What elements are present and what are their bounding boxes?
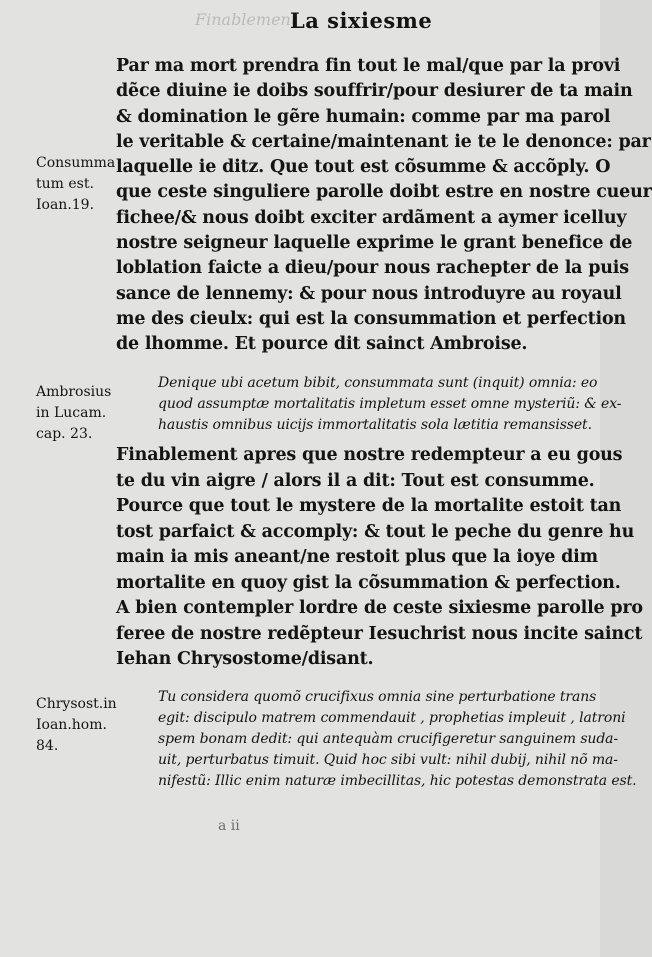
text-line: Finablement apres que nostre redempteur a eu gous [116, 445, 623, 465]
margin-note-line: cap. 23. [36, 426, 93, 442]
margin-note-line: Ioan.19. [36, 197, 95, 213]
text-line: uit, perturbatus timuit. Quid hoc sibi vult: nihil dubij, nihil nõ ma- [158, 752, 618, 768]
text-line: Pource que tout le mystere de la mortalite estoit tan [116, 496, 622, 516]
text-line: dẽce diuine ie doibs souffrir/pour desiurer de ta main [116, 81, 633, 102]
margin-note-line: Consumma [36, 155, 116, 171]
running-head: La sixiesme [290, 8, 433, 33]
margin-note-line: Chrysost.in [36, 696, 117, 712]
margin-note-line: Ambrosius [36, 384, 112, 400]
text-line: fichee/& nous doibt exciter ardãment a aymer icelluy [116, 207, 627, 228]
margin-note-chrysostom [36, 694, 116, 757]
text-line: laquelle ie ditz. Que tout est cõsumme & accõply. O [116, 157, 611, 178]
text-line: Iehan Chrysostome/disant. [116, 649, 374, 669]
margin-note-line: Ioan.hom. [36, 717, 107, 733]
text-line: Par ma mort prendra fin tout le mal/que par la provi [116, 56, 621, 76]
text-line: tost parfaict & accomply: & tout le peche du genre hu [116, 521, 635, 542]
text-line: Denique ubi acetum bibit, consummata sunt (inquit) omnia: eo [158, 375, 598, 391]
margin-note-line: 84. [36, 738, 59, 754]
text-line: nifestũ: Illic enim naturæ imbecillitas, hic potestas demonstrata est. [158, 773, 637, 789]
text-line: mortalite en quoy gist la cõsummation & perfection. [116, 572, 621, 593]
margin-note-line: tum est. [36, 176, 94, 192]
french-paragraph-1 [116, 54, 652, 358]
signature-mark: a ii [218, 818, 240, 834]
text-line: que ceste singuliere parolle doibt estre en nostre cueur [116, 182, 652, 203]
text-line: egit: discipulo matrem commendauit , prophetias impleuit , latroni [158, 710, 626, 726]
margin-note-ioan [36, 153, 116, 216]
text-line: quod assumptæ mortalitatis impletum esset omne mysteriũ: & ex- [158, 396, 622, 412]
text-line: loblation faicte a dieu/pour nous rachepter de la puis [116, 258, 629, 279]
text-line: te du vin aigre / alors il a dit: Tout est consumme. [116, 470, 595, 491]
french-paragraph-2 [116, 443, 643, 673]
text-line: Tu considera quomõ crucifixus omnia sine perturbatione trans [158, 689, 597, 705]
text-line: nostre seigneur laquelle exprime le grant benefice de [116, 233, 633, 254]
latin-quote-chrysostom [158, 687, 637, 792]
text-line: le veritable & certaine/maintenant ie te le denonce: par [116, 131, 651, 152]
text-line: haustis omnibus uicijs immortalitatis sola lætitia remansisset. [158, 417, 592, 433]
latin-quote-ambrose [158, 373, 622, 436]
text-line: feree de nostre redẽpteur Iesuchrist nous incite sainct [116, 623, 643, 644]
text-line: de lhomme. Et pource dit sainct Ambroise. [116, 334, 528, 355]
margin-note-ambrosius [36, 382, 116, 445]
text-line: A bien contempler lordre de ceste sixiesme parolle pro [116, 598, 643, 618]
text-line: me des cieulx: qui est la consummation et perfection [116, 308, 626, 329]
margin-note-line: in Lucam. [36, 405, 107, 421]
text-line: sance de lennemy: & pour nous introduyre au royaul [116, 283, 622, 304]
text-line: main ia mis aneant/ne restoit plus que la ioye dim [116, 547, 598, 567]
text-line: spem bonam dedit: qui antequàm crucifigeretur sanguinem suda- [158, 731, 619, 747]
text-line: & domination le gẽre humain: comme par ma parol [116, 106, 611, 127]
show-through-text: Finablement [195, 10, 298, 29]
